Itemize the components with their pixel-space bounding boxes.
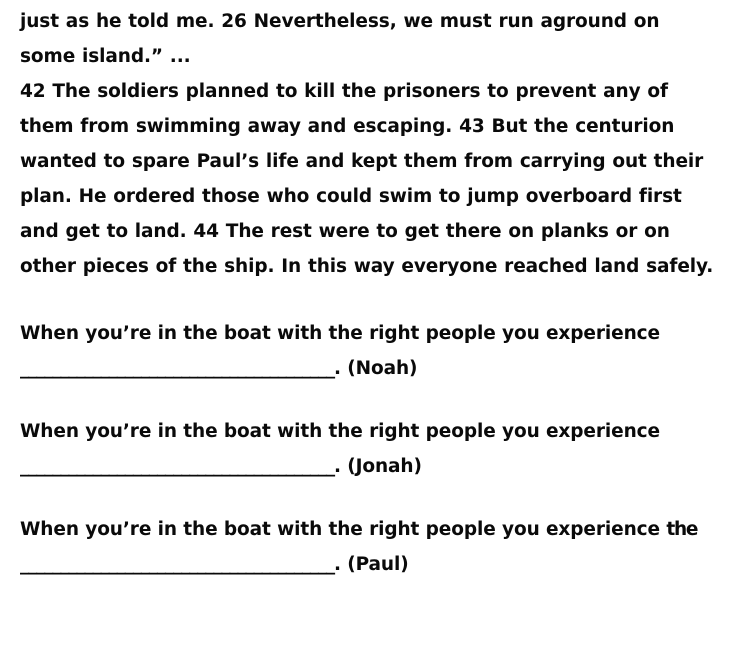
fill-in-prompt-paul: [20, 512, 715, 582]
prompt-lead-noah: When you’re in the boat with the right people you experience: [20, 323, 660, 344]
fill-in-prompt-jonah: [20, 414, 715, 484]
scripture-paragraph-1: just as he told me. 26 Nevertheless, we must run aground on some island.” ...: [20, 11, 660, 67]
prompt-trailer-paul: . (Paul): [333, 554, 409, 575]
prompt-lead-jonah: When you’re in the boat with the right people you experience: [20, 421, 660, 442]
prompt-lead-paul: When you’re in the boat with the right people you experience: [20, 519, 660, 540]
scripture-paragraph-2: 42 The soldiers planned to kill the prisoners to prevent any of them from swimming away and escaping. 43 But the centurion wanted to spare Paul’s life and kept them from carrying out their plan. He ordered those who could swim to jump overboard first and get to land. 44 The rest were to get there on planks or on other pieces of the ship. In this way everyone reached land safely.: [20, 81, 714, 277]
prompt-blank-paul: the _______________________________________: [20, 519, 698, 575]
paragraph-spacer-1: [20, 284, 715, 316]
paragraph-spacer-3: [20, 484, 715, 512]
prompt-blank-noah: _______________________________________: [20, 358, 334, 379]
prompt-trailer-jonah: . (Jonah): [333, 456, 422, 477]
prompt-trailer-noah: . (Noah): [333, 358, 418, 379]
fill-in-prompt-noah: [20, 316, 715, 386]
prompt-blank-jonah: _______________________________________: [20, 456, 334, 477]
paragraph-spacer-2: [20, 386, 715, 414]
